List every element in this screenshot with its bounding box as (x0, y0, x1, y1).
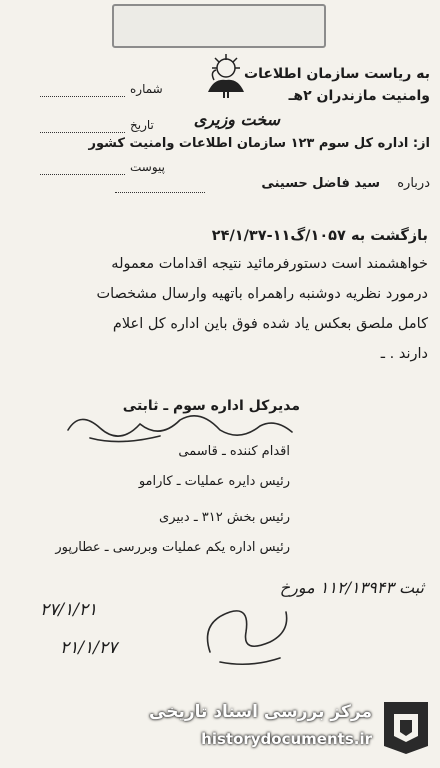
subject-value: سید فاضل حسینی (261, 176, 380, 191)
subject-dotted-line (115, 192, 205, 193)
handwritten-registration: ثبت ۱۱۲/۱۳۹۴۳ مورخ (279, 578, 424, 597)
field-date-label: تاریخ (130, 118, 154, 132)
from-line: از: اداره کل سوم ۱۲۳ سازمان اطلاعات وامنیت کشور (88, 136, 430, 151)
archive-logo-icon (378, 696, 434, 756)
subject-label: درباره (397, 176, 430, 191)
archive-stamp-box (112, 4, 326, 48)
routing-line-1: اقدام کننده ـ قاسمی (178, 444, 290, 459)
handwritten-date-2: ۲۱/۱/۲۷ (60, 638, 118, 658)
letterhead-line-2: وامنیت مازندران ۲هـ (288, 88, 430, 104)
body-line-3: کامل ملصق بعکس یاد شده فوق باین اداره کل اعلام (112, 316, 428, 332)
routing-line-4: رئیس اداره یکم عملیات وبررسی ـ عطارپور (55, 540, 290, 555)
field-number-line (40, 96, 125, 97)
field-attachment-label: پیوست (130, 160, 165, 174)
routing-line-2: رئیس دایره عملیات ـ کارامو (138, 474, 290, 489)
handwritten-secret-note: سخت وزیری (193, 110, 280, 129)
field-number-label: شماره (130, 82, 163, 96)
routing-line-3: رئیس بخش ۳۱۲ ـ دبیری (159, 510, 290, 525)
body-line-1: خواهشمند است دستورفرمائید نتیجه اقدامات معموله (111, 256, 428, 272)
watermark-url: historydocuments.ir (201, 730, 372, 748)
history-documents-watermark (149, 692, 434, 762)
handwritten-date-1: ۲۷/۱/۲۱ (40, 600, 98, 620)
field-date-line (40, 132, 125, 133)
signatory-title: مدیرکل اداره سوم ـ ثابتی (122, 398, 300, 414)
bottom-signature (190, 592, 300, 672)
letterhead-line-1: به ریاست سازمان اطلاعات (244, 66, 430, 82)
watermark-title: مرکز بررسی اسناد تاریخی (149, 702, 372, 722)
field-attachment-line (40, 174, 125, 175)
signatory-signature (60, 400, 300, 450)
reference-line: بازگشت به ۱۰۵۷/گ۱۱-۲۴/۱/۳۷ (211, 228, 428, 244)
body-line-2: درمورد نظریه دوشنبه راهمراه باتهیه وارسال مشخصات (96, 286, 428, 302)
body-line-4: دارند . ـ (380, 346, 428, 362)
